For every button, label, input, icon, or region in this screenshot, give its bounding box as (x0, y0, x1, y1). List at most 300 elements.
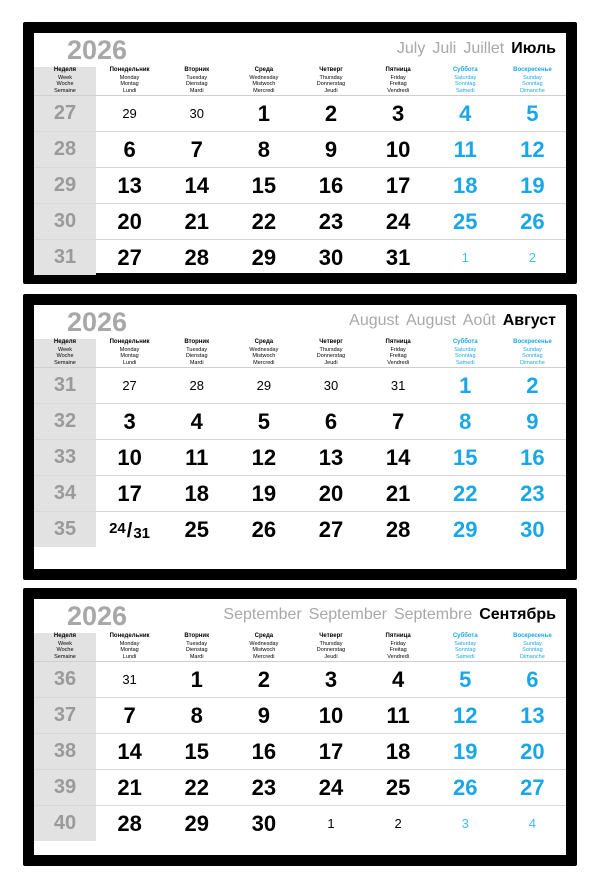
weekday-line-2: Tuesday (186, 640, 208, 647)
weekday-line-3: Donnerstag (316, 647, 346, 654)
week-header-line-1: Неделя (53, 67, 77, 73)
day-cell[interactable]: 2 (394, 816, 402, 832)
day-cell[interactable]: 30 (297, 368, 364, 404)
day-cell[interactable]: 29 (184, 810, 209, 836)
weekday-line-4: Vendredi (387, 360, 409, 367)
week-column-header (34, 633, 96, 662)
day-number-primary: 24 (109, 519, 126, 537)
day-dual-number (109, 521, 150, 541)
week-header-line-4: Semaine (54, 88, 76, 95)
weekday-label-2 (230, 339, 297, 367)
weekday-line-3: Sonntag (522, 81, 543, 88)
day-cell[interactable]: 17 (297, 734, 364, 770)
weekday-line-3: Donnerstag (316, 81, 346, 88)
day-cell[interactable]: 29 (453, 516, 478, 542)
day-cell[interactable]: 18 (432, 168, 499, 204)
month-name-en: July (396, 40, 426, 57)
day-cell[interactable]: 12 (432, 698, 499, 734)
day-cell[interactable]: 10 (96, 440, 163, 476)
weekday-label-0 (96, 339, 163, 367)
month-name-fr: Septembre (393, 606, 473, 623)
weekday-header-row (34, 67, 566, 96)
day-cell[interactable]: 3 (461, 816, 469, 832)
day-cell[interactable]: 22 (432, 476, 499, 512)
weekday-label-6 (499, 339, 566, 367)
month-name-ru: Июль (511, 40, 556, 57)
day-cell[interactable]: 20 (499, 734, 566, 770)
week-row (34, 96, 566, 132)
weekday-header-cell-1 (163, 339, 230, 368)
weekday-line-4: Dimanche (520, 360, 545, 367)
day-cell[interactable]: 26 (251, 516, 277, 542)
weekday-line-4: Mardi (189, 654, 204, 661)
weekday-header-row (34, 339, 566, 368)
week-header-line-4: Semaine (54, 360, 76, 367)
weekday-line-2: Saturday (454, 74, 477, 81)
day-cell[interactable]: 1 (432, 368, 499, 404)
weekday-header-cell-6 (499, 633, 566, 662)
day-cell[interactable]: 23 (297, 204, 364, 240)
weekday-line-1: Понедельник (109, 67, 150, 73)
weekday-line-3: Sonntag (522, 353, 543, 360)
weekday-line-2: Saturday (454, 640, 477, 647)
weekday-line-3: Donnerstag (316, 353, 346, 360)
weekday-line-1: Пятница (385, 633, 411, 639)
weekday-line-4: Mardi (189, 360, 204, 367)
weekday-line-2: Sunday (523, 640, 542, 647)
day-cell[interactable]: 11 (163, 440, 230, 476)
weekday-line-2: Friday (390, 74, 406, 81)
day-cell[interactable]: 15 (163, 734, 230, 770)
day-cell[interactable]: 21 (96, 770, 163, 806)
day-cell[interactable] (96, 512, 163, 548)
month-name-group (390, 40, 556, 58)
week-number-cell: 38 (34, 734, 96, 770)
day-cell[interactable]: 28 (163, 368, 230, 404)
day-cell[interactable]: 13 (499, 698, 566, 734)
weekday-line-1: Воскресенье (513, 633, 552, 639)
day-cell[interactable]: 4 (528, 816, 537, 832)
month-name-de: September (308, 606, 387, 623)
weekday-header-cell-2 (230, 67, 297, 96)
week-column-label (34, 633, 96, 661)
weekday-line-1: Пятница (385, 67, 411, 73)
week-row (34, 404, 566, 440)
month-name-group (216, 606, 556, 624)
weekday-label-5 (432, 633, 499, 661)
week-row (34, 368, 566, 404)
day-cell[interactable]: 28 (385, 516, 411, 542)
weekday-line-1: Вторник (184, 67, 210, 73)
weekday-header-cell-3 (297, 633, 364, 662)
week-row (34, 698, 566, 734)
weekday-header-cell-3 (297, 339, 364, 368)
weekday-line-4: Jeudi (324, 360, 338, 367)
weekday-header-cell-4 (365, 339, 432, 368)
week-header-line-2: Week (58, 346, 72, 353)
day-cell[interactable]: 22 (163, 770, 230, 806)
weekday-line-1: Суббота (452, 633, 478, 639)
weekday-header-cell-0 (96, 339, 163, 368)
day-cell[interactable]: 23 (230, 770, 297, 806)
week-row (34, 440, 566, 476)
day-cell[interactable]: 3 (365, 96, 432, 132)
week-row (34, 806, 566, 842)
weekday-label-3 (297, 339, 364, 367)
day-cell[interactable]: 9 (297, 132, 364, 168)
weekday-line-4: Jeudi (324, 654, 338, 661)
month-name-fr: Juillet (463, 40, 505, 57)
weekday-line-1: Суббота (452, 67, 478, 73)
weekday-label-0 (96, 67, 163, 95)
weekday-label-3 (297, 633, 364, 661)
weekday-line-4: Vendredi (387, 88, 409, 95)
day-cell[interactable]: 30 (318, 244, 344, 270)
day-cell[interactable]: 2 (297, 96, 364, 132)
weekday-line-1: Четверг (319, 67, 343, 73)
weekday-line-4: Lundi (122, 88, 137, 95)
day-cell[interactable]: 3 (96, 404, 163, 440)
weekday-label-4 (365, 67, 432, 95)
weekday-line-4: Samedi (455, 654, 475, 661)
day-cell[interactable]: 26 (499, 204, 566, 240)
day-cell[interactable]: 3 (297, 662, 364, 698)
week-row (34, 512, 566, 548)
day-cell[interactable]: 4 (365, 662, 432, 698)
day-cell[interactable]: 28 (117, 810, 142, 836)
year-label: 2026 (67, 601, 128, 631)
day-cell[interactable]: 18 (163, 476, 230, 512)
day-cell[interactable]: 31 (96, 662, 163, 698)
calendar-block-september (23, 588, 577, 866)
weekday-line-3: Dienstag (185, 647, 208, 654)
day-cell[interactable]: 23 (499, 476, 566, 512)
day-cell[interactable]: 7 (365, 404, 432, 440)
day-cell[interactable]: 21 (365, 476, 432, 512)
month-name-de: August (405, 312, 456, 329)
week-row (34, 476, 566, 512)
weekday-label-0 (96, 633, 163, 661)
week-number-cell: 40 (34, 806, 96, 842)
day-cell[interactable]: 29 (96, 96, 163, 132)
week-number-cell: 37 (34, 698, 96, 734)
week-number-cell: 28 (34, 132, 96, 168)
weekday-line-4: Mercredi (253, 654, 275, 661)
weekday-line-1: Понедельник (109, 339, 150, 345)
day-cell[interactable]: 29 (230, 368, 297, 404)
weekday-header-cell-6 (499, 67, 566, 96)
weekday-line-1: Суббота (452, 339, 478, 345)
weekday-line-2: Wednesday (249, 640, 279, 647)
weekday-line-3: Freitag (389, 353, 407, 360)
weekday-line-2: Monday (119, 640, 140, 647)
week-number-cell: 36 (34, 662, 96, 698)
weekday-header-cell-2 (230, 633, 297, 662)
weekday-header-cell-5 (432, 339, 499, 368)
calendar-block-july (23, 22, 577, 284)
weekday-label-5 (432, 339, 499, 367)
weekday-line-2: Monday (119, 346, 140, 353)
week-column-header (34, 67, 96, 96)
week-column-label (34, 339, 96, 367)
calendar-block-inner (34, 305, 566, 569)
week-number-cell: 34 (34, 476, 96, 512)
day-cell[interactable]: 18 (365, 734, 432, 770)
day-cell[interactable]: 24 (297, 770, 364, 806)
weekday-line-4: Lundi (122, 360, 137, 367)
day-cell[interactable]: 19 (499, 168, 566, 204)
weekday-line-2: Sunday (523, 74, 542, 81)
day-cell[interactable]: 9 (230, 698, 297, 734)
week-row (34, 770, 566, 806)
week-number-cell: 39 (34, 770, 96, 806)
day-cell[interactable]: 28 (184, 244, 209, 270)
weekday-line-3: Montag (120, 647, 139, 654)
day-cell[interactable]: 22 (230, 204, 297, 240)
weekday-header-cell-6 (499, 339, 566, 368)
weekday-line-2: Monday (119, 74, 140, 81)
weekday-line-3: Dienstag (185, 81, 208, 88)
day-cell[interactable]: 19 (230, 476, 297, 512)
day-cell[interactable]: 29 (251, 244, 277, 270)
day-cell[interactable]: 8 (163, 698, 230, 734)
weekday-header-cell-0 (96, 67, 163, 96)
day-cell[interactable]: 25 (432, 204, 499, 240)
weekday-line-4: Mardi (189, 88, 204, 95)
month-name-ru: Август (502, 312, 556, 329)
day-cell[interactable]: 26 (432, 770, 499, 806)
day-cell[interactable]: 9 (499, 404, 566, 440)
day-cell[interactable]: 20 (297, 476, 364, 512)
day-cell[interactable]: 30 (251, 810, 277, 836)
day-cell[interactable]: 14 (163, 168, 230, 204)
week-header-line-3: Woche (56, 647, 74, 654)
day-dual-slash: / (126, 519, 133, 542)
day-cell[interactable]: 6 (297, 404, 364, 440)
weekday-line-1: Вторник (184, 633, 210, 639)
day-cell[interactable]: 11 (432, 132, 499, 168)
day-cell[interactable]: 10 (297, 698, 364, 734)
day-cell[interactable]: 11 (365, 698, 432, 734)
day-cell[interactable]: 1 (327, 816, 335, 832)
week-number-cell: 35 (34, 512, 96, 548)
week-row (34, 240, 566, 276)
calendar-header (34, 599, 566, 633)
day-cell[interactable]: 5 (230, 404, 297, 440)
day-cell[interactable]: 6 (499, 662, 566, 698)
weekday-header-cell-5 (432, 67, 499, 96)
weekday-line-1: Пятница (385, 339, 411, 345)
year-label: 2026 (67, 35, 128, 65)
day-cell[interactable]: 30 (520, 516, 545, 542)
weekday-line-2: Wednesday (249, 346, 279, 353)
day-cell[interactable]: 13 (96, 168, 163, 204)
day-cell[interactable]: 14 (96, 734, 163, 770)
weekday-header-cell-1 (163, 67, 230, 96)
day-cell[interactable]: 14 (365, 440, 432, 476)
weekday-header-cell-2 (230, 339, 297, 368)
month-name-en: August (349, 312, 399, 329)
weekday-line-1: Понедельник (109, 633, 150, 639)
week-header-line-4: Semaine (54, 654, 76, 661)
week-header-line-1: Неделя (53, 633, 77, 639)
day-cell[interactable]: 5 (432, 662, 499, 698)
weekday-line-4: Samedi (455, 360, 475, 367)
day-cell[interactable]: 27 (96, 368, 163, 404)
weekday-line-3: Montag (120, 353, 139, 360)
day-cell[interactable]: 24 (365, 204, 432, 240)
day-cell[interactable]: 30 (163, 96, 230, 132)
week-header-line-3: Woche (56, 353, 74, 360)
week-number-cell: 27 (34, 96, 96, 132)
day-cell[interactable]: 21 (163, 204, 230, 240)
day-cell[interactable]: 4 (432, 96, 499, 132)
weekday-line-3: Mistwoch (252, 647, 276, 654)
day-cell[interactable]: 6 (96, 132, 163, 168)
weekday-line-1: Среда (254, 339, 274, 345)
day-cell[interactable]: 8 (230, 132, 297, 168)
calendar-block-inner (34, 599, 566, 855)
weekday-line-3: Dienstag (185, 353, 208, 360)
day-cell[interactable]: 12 (230, 440, 297, 476)
day-cell[interactable]: 20 (96, 204, 163, 240)
weekday-line-3: Sonntag (455, 647, 476, 654)
day-cell[interactable]: 27 (117, 244, 142, 270)
week-column-header (34, 339, 96, 368)
day-cell[interactable]: 7 (96, 698, 163, 734)
week-row (34, 204, 566, 240)
weekday-line-2: Wednesday (249, 74, 279, 81)
day-cell[interactable]: 15 (432, 440, 499, 476)
weekday-line-2: Sunday (523, 346, 542, 353)
calendar-table (34, 339, 566, 547)
week-row (34, 168, 566, 204)
week-header-line-2: Week (58, 74, 72, 81)
calendar-table (34, 67, 566, 275)
weekday-line-4: Mercredi (253, 88, 275, 95)
weekday-line-1: Среда (254, 633, 274, 639)
weekday-label-6 (499, 67, 566, 95)
month-name-en: September (223, 606, 302, 623)
weekday-line-2: Thursday (319, 74, 343, 81)
calendar-header (34, 33, 566, 67)
day-cell[interactable]: 19 (432, 734, 499, 770)
weekday-line-2: Tuesday (186, 74, 208, 81)
day-cell[interactable]: 25 (365, 770, 432, 806)
weekday-line-1: Четверг (319, 633, 343, 639)
day-cell[interactable]: 2 (230, 662, 297, 698)
day-cell[interactable]: 16 (230, 734, 297, 770)
weekday-label-2 (230, 67, 297, 95)
weekday-line-2: Friday (390, 346, 406, 353)
day-cell[interactable]: 1 (230, 96, 297, 132)
day-number-secondary: 31 (133, 524, 151, 542)
weekday-label-1 (163, 339, 230, 367)
day-cell[interactable]: 1 (461, 250, 469, 266)
weekday-line-1: Вторник (184, 339, 210, 345)
day-cell[interactable]: 5 (499, 96, 566, 132)
weekday-label-1 (163, 67, 230, 95)
day-cell[interactable]: 8 (432, 404, 499, 440)
month-name-fr: Août (462, 312, 496, 329)
weekday-line-4: Mercredi (253, 360, 275, 367)
week-number-cell: 31 (34, 240, 96, 276)
day-cell[interactable]: 25 (184, 516, 209, 542)
weekday-label-2 (230, 633, 297, 661)
day-cell[interactable]: 2 (499, 368, 566, 404)
week-number-cell: 31 (34, 368, 96, 404)
weekday-line-1: Четверг (319, 339, 343, 345)
weekday-line-3: Freitag (389, 81, 407, 88)
month-name-group (342, 312, 556, 330)
week-header-line-2: Week (58, 640, 72, 647)
week-number-cell: 30 (34, 204, 96, 240)
day-cell[interactable]: 17 (96, 476, 163, 512)
weekday-label-1 (163, 633, 230, 661)
calendar-block-august (23, 294, 577, 580)
weekday-line-2: Friday (390, 640, 406, 647)
day-cell[interactable]: 12 (499, 132, 566, 168)
day-cell[interactable]: 17 (365, 168, 432, 204)
week-row (34, 662, 566, 698)
weekday-label-4 (365, 633, 432, 661)
year-label: 2026 (67, 307, 128, 337)
day-cell[interactable]: 10 (365, 132, 432, 168)
weekday-line-4: Dimanche (520, 654, 545, 661)
weekday-line-2: Thursday (319, 346, 343, 353)
weekday-header-row (34, 633, 566, 662)
weekday-line-1: Воскресенье (513, 67, 552, 73)
weekday-line-3: Sonntag (455, 81, 476, 88)
week-row (34, 132, 566, 168)
week-number-cell: 33 (34, 440, 96, 476)
month-name-ru: Сентябрь (479, 606, 556, 623)
day-cell[interactable]: 16 (499, 440, 566, 476)
week-row (34, 734, 566, 770)
weekday-label-6 (499, 633, 566, 661)
day-cell[interactable]: 27 (499, 770, 566, 806)
weekday-header-cell-1 (163, 633, 230, 662)
weekday-line-3: Freitag (389, 647, 407, 654)
calendar-block-inner (34, 33, 566, 273)
day-cell[interactable]: 31 (365, 368, 432, 404)
weekday-header-cell-0 (96, 633, 163, 662)
week-number-cell: 32 (34, 404, 96, 440)
weekday-header-cell-4 (365, 67, 432, 96)
weekday-line-4: Samedi (455, 88, 475, 95)
weekday-line-1: Воскресенье (513, 339, 552, 345)
weekday-header-cell-4 (365, 633, 432, 662)
weekday-line-3: Sonntag (455, 353, 476, 360)
day-cell[interactable]: 13 (297, 440, 364, 476)
calendar-header (34, 305, 566, 339)
day-cell[interactable]: 15 (230, 168, 297, 204)
week-number-cell: 29 (34, 168, 96, 204)
week-header-line-1: Неделя (53, 339, 77, 345)
day-cell[interactable]: 27 (318, 516, 344, 542)
weekday-line-4: Lundi (122, 654, 137, 661)
day-cell[interactable]: 2 (528, 250, 537, 266)
day-cell[interactable]: 1 (163, 662, 230, 698)
weekday-line-3: Mistwoch (252, 353, 276, 360)
weekday-line-4: Dimanche (520, 88, 545, 95)
day-cell[interactable]: 4 (163, 404, 230, 440)
day-cell[interactable]: 16 (297, 168, 364, 204)
weekday-line-4: Jeudi (324, 88, 338, 95)
day-cell[interactable]: 31 (385, 244, 411, 270)
weekday-line-2: Thursday (319, 640, 343, 647)
day-cell[interactable]: 7 (163, 132, 230, 168)
